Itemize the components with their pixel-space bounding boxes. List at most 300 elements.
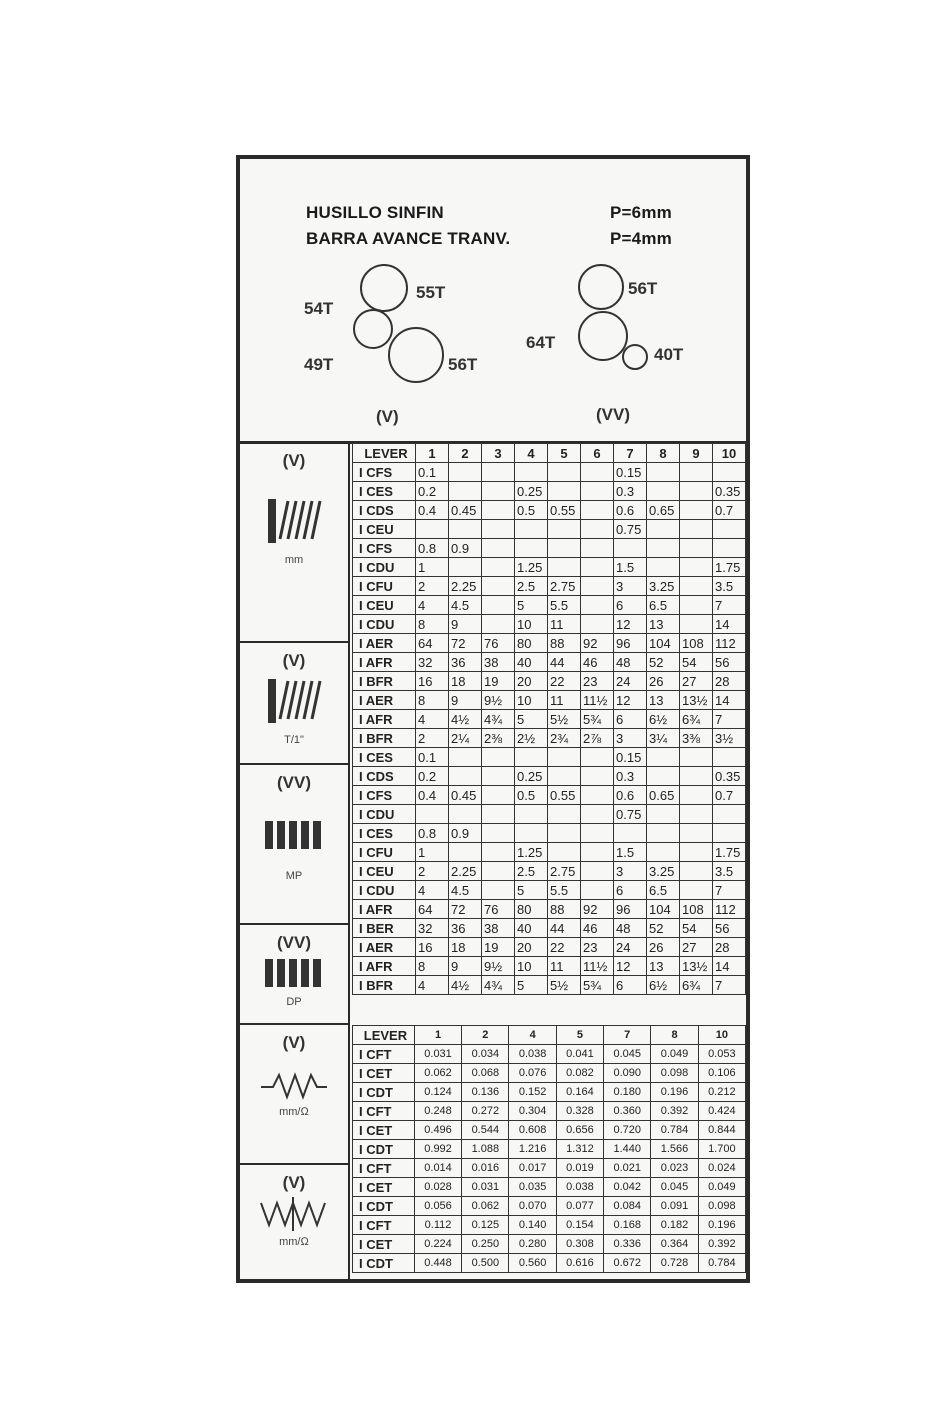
value-cell: 5.5 xyxy=(548,881,581,900)
section-unit: mm xyxy=(284,554,304,566)
section-diametral-pitch xyxy=(240,925,350,1025)
lever-position-header-cell: 9 xyxy=(680,444,713,463)
value-cell: 0.182 xyxy=(651,1216,698,1235)
value-cell: 0.212 xyxy=(698,1083,745,1102)
value-cell: 24 xyxy=(614,938,647,957)
lever-code-cell: I CFT xyxy=(353,1045,415,1064)
value-cell xyxy=(680,520,713,539)
value-cell xyxy=(680,501,713,520)
table-row xyxy=(353,1178,746,1197)
value-cell: 112 xyxy=(713,634,746,653)
section-unit: MP xyxy=(285,870,303,882)
value-cell: 48 xyxy=(614,653,647,672)
value-cell: 52 xyxy=(647,653,680,672)
value-cell: 0.152 xyxy=(509,1083,556,1102)
value-cell: 2.5 xyxy=(515,862,548,881)
value-cell: 2.75 xyxy=(548,577,581,596)
value-cell: 32 xyxy=(416,919,449,938)
table-row xyxy=(353,862,746,881)
value-cell: 104 xyxy=(647,634,680,653)
value-cell: 0.023 xyxy=(651,1159,698,1178)
value-cell: 0.616 xyxy=(556,1254,603,1273)
value-cell: 19 xyxy=(482,938,515,957)
worm-gear-icon xyxy=(261,955,327,991)
value-cell: 0.65 xyxy=(647,501,680,520)
lever-code-cell: I CES xyxy=(353,824,416,843)
value-cell: 4 xyxy=(416,596,449,615)
lever-code-cell: I CET xyxy=(353,1178,415,1197)
lever-code-cell: I BFR xyxy=(353,729,416,748)
value-cell: 0.068 xyxy=(462,1064,509,1083)
value-cell: 1.566 xyxy=(651,1140,698,1159)
value-cell: 0.024 xyxy=(698,1159,745,1178)
header-line1-right: P=6mm xyxy=(610,203,672,222)
value-cell: 36 xyxy=(449,919,482,938)
value-cell: 0.154 xyxy=(556,1216,603,1235)
value-cell: 6 xyxy=(614,596,647,615)
value-cell: 10 xyxy=(515,691,548,710)
value-cell xyxy=(647,539,680,558)
value-cell: 1.440 xyxy=(604,1140,651,1159)
value-cell xyxy=(680,767,713,786)
lever-position-header-cell: 10 xyxy=(713,444,746,463)
value-cell: 5¾ xyxy=(581,976,614,995)
value-cell: 0.656 xyxy=(556,1121,603,1140)
value-cell: 6.5 xyxy=(647,596,680,615)
lever-code-cell: I AER xyxy=(353,691,416,710)
value-cell: 1.75 xyxy=(713,558,746,577)
value-cell xyxy=(515,824,548,843)
value-cell: 5 xyxy=(515,976,548,995)
value-cell: 0.180 xyxy=(604,1083,651,1102)
value-cell: 2.25 xyxy=(449,862,482,881)
value-cell: 0.098 xyxy=(651,1064,698,1083)
value-cell: 2⅜ xyxy=(482,729,515,748)
value-cell: 4¾ xyxy=(482,976,515,995)
value-cell: 4.5 xyxy=(449,596,482,615)
value-cell: 54 xyxy=(680,653,713,672)
section-inch-threads xyxy=(240,643,350,765)
value-cell xyxy=(680,748,713,767)
value-cell xyxy=(680,881,713,900)
value-cell xyxy=(482,577,515,596)
value-cell xyxy=(548,805,581,824)
value-cell xyxy=(515,520,548,539)
table-row xyxy=(353,577,746,596)
value-cell xyxy=(482,482,515,501)
value-cell: 4.5 xyxy=(449,881,482,900)
table-row xyxy=(353,824,746,843)
value-cell: 0.2 xyxy=(416,482,449,501)
lever-header-cell: LEVER xyxy=(353,444,416,463)
value-cell: 3 xyxy=(614,729,647,748)
value-cell: 44 xyxy=(548,919,581,938)
lever-position-header-cell: 2 xyxy=(462,1026,509,1045)
value-cell xyxy=(548,463,581,482)
table-row xyxy=(353,653,746,672)
value-cell: 11 xyxy=(548,957,581,976)
lever-code-cell: I CDU xyxy=(353,881,416,900)
value-cell: 112 xyxy=(713,900,746,919)
value-cell: 0.728 xyxy=(651,1254,698,1273)
value-cell xyxy=(482,501,515,520)
lever-position-header-cell: 1 xyxy=(416,444,449,463)
table-row xyxy=(353,710,746,729)
section-feed-cross xyxy=(240,1165,350,1283)
table-row xyxy=(353,1102,746,1121)
value-cell: 92 xyxy=(581,900,614,919)
value-cell: 6 xyxy=(614,976,647,995)
zigzag-feed-icon xyxy=(259,1071,329,1101)
value-cell xyxy=(680,596,713,615)
gear-label-49t: 49T xyxy=(304,355,334,374)
value-cell: 0.077 xyxy=(556,1197,603,1216)
value-cell xyxy=(647,520,680,539)
value-cell: 0.106 xyxy=(698,1064,745,1083)
value-cell: 3¼ xyxy=(647,729,680,748)
lever-position-header-cell: 3 xyxy=(482,444,515,463)
table-row xyxy=(353,919,746,938)
value-cell: 9 xyxy=(449,957,482,976)
lever-code-cell: I CDU xyxy=(353,615,416,634)
lever-code-cell: I AFR xyxy=(353,653,416,672)
value-cell: 5.5 xyxy=(548,596,581,615)
value-cell: 23 xyxy=(581,938,614,957)
gear-label-54t: 54T xyxy=(304,299,334,318)
value-cell: 11½ xyxy=(581,957,614,976)
value-cell: 88 xyxy=(548,900,581,919)
value-cell xyxy=(680,805,713,824)
gear-label-56t: 56T xyxy=(448,355,478,374)
value-cell: 3 xyxy=(614,577,647,596)
value-cell: 7 xyxy=(713,596,746,615)
value-cell: 11 xyxy=(548,615,581,634)
table-row xyxy=(353,634,746,653)
lever-code-cell: I CEU xyxy=(353,596,416,615)
gear-label-vv-56t: 56T xyxy=(628,279,658,298)
value-cell: 8 xyxy=(416,957,449,976)
lever-code-cell: I CFS xyxy=(353,786,416,805)
value-cell xyxy=(581,615,614,634)
value-cell: 4¾ xyxy=(482,710,515,729)
value-cell xyxy=(581,596,614,615)
value-cell: 64 xyxy=(416,634,449,653)
value-cell: 0.098 xyxy=(698,1197,745,1216)
value-cell: 0.1 xyxy=(416,748,449,767)
value-cell xyxy=(548,520,581,539)
value-cell xyxy=(548,482,581,501)
value-cell xyxy=(680,463,713,482)
value-cell xyxy=(449,520,482,539)
value-cell: 0.8 xyxy=(416,824,449,843)
lever-header-cell: LEVER xyxy=(353,1026,415,1045)
lever-code-cell: I CFT xyxy=(353,1102,415,1121)
value-cell: 0.75 xyxy=(614,520,647,539)
value-cell: 0.045 xyxy=(604,1045,651,1064)
value-cell: 0.9 xyxy=(449,539,482,558)
value-cell xyxy=(449,843,482,862)
gear-55t-icon xyxy=(360,264,408,312)
value-cell: 0.038 xyxy=(509,1045,556,1064)
value-cell: 2¼ xyxy=(449,729,482,748)
value-cell: 1.700 xyxy=(698,1140,745,1159)
lever-code-cell: I CDT xyxy=(353,1254,415,1273)
table-row xyxy=(353,976,746,995)
lever-code-cell: I CDS xyxy=(353,767,416,786)
thread-screw-icon xyxy=(264,673,324,729)
value-cell: 0.500 xyxy=(462,1254,509,1273)
value-cell: 0.75 xyxy=(614,805,647,824)
value-cell xyxy=(581,577,614,596)
value-cell: 0.424 xyxy=(698,1102,745,1121)
value-cell: 12 xyxy=(614,615,647,634)
table-row xyxy=(353,691,746,710)
value-cell: 0.336 xyxy=(604,1235,651,1254)
value-cell: 0.45 xyxy=(449,501,482,520)
value-cell: 1 xyxy=(416,843,449,862)
table-row xyxy=(353,938,746,957)
value-cell xyxy=(680,539,713,558)
value-cell: 16 xyxy=(416,938,449,957)
value-cell: 0.328 xyxy=(556,1102,603,1121)
lever-position-header-cell: 5 xyxy=(556,1026,603,1045)
section-unit: T/1" xyxy=(284,734,304,746)
value-cell xyxy=(581,748,614,767)
gear-56t-vv-icon xyxy=(578,264,624,310)
value-cell: 2 xyxy=(416,862,449,881)
value-cell xyxy=(482,767,515,786)
value-cell: 19 xyxy=(482,672,515,691)
value-cell: 9½ xyxy=(482,691,515,710)
lever-code-cell: I AFR xyxy=(353,710,416,729)
value-cell: 7 xyxy=(713,976,746,995)
value-cell: 76 xyxy=(482,900,515,919)
value-cell: 36 xyxy=(449,653,482,672)
section-metric-threads xyxy=(240,443,350,643)
value-cell xyxy=(713,824,746,843)
value-cell: 6 xyxy=(614,710,647,729)
value-cell: 0.248 xyxy=(414,1102,461,1121)
value-cell xyxy=(449,482,482,501)
value-cell xyxy=(482,596,515,615)
lever-code-cell: I CDU xyxy=(353,558,416,577)
value-cell xyxy=(482,881,515,900)
value-cell: 3.25 xyxy=(647,577,680,596)
lever-code-cell: I CFS xyxy=(353,463,416,482)
value-cell xyxy=(482,843,515,862)
value-cell: 14 xyxy=(713,691,746,710)
value-cell: 4½ xyxy=(449,710,482,729)
value-cell xyxy=(581,767,614,786)
lever-position-header-cell: 6 xyxy=(581,444,614,463)
value-cell xyxy=(713,539,746,558)
value-cell: 5 xyxy=(515,596,548,615)
value-cell: 0.2 xyxy=(416,767,449,786)
value-cell xyxy=(713,748,746,767)
table-row xyxy=(353,463,746,482)
value-cell: 0.280 xyxy=(509,1235,556,1254)
gear-64t-vv-icon xyxy=(578,311,628,361)
value-cell xyxy=(515,748,548,767)
value-cell: 2.5 xyxy=(515,577,548,596)
value-cell: 0.250 xyxy=(462,1235,509,1254)
lever-code-cell: I CDT xyxy=(353,1083,415,1102)
table-row xyxy=(353,615,746,634)
value-cell: 0.544 xyxy=(462,1121,509,1140)
value-cell xyxy=(548,843,581,862)
value-cell: 0.272 xyxy=(462,1102,509,1121)
value-cell: 0.3 xyxy=(614,767,647,786)
value-cell xyxy=(581,881,614,900)
value-cell xyxy=(680,482,713,501)
value-cell xyxy=(581,824,614,843)
value-cell xyxy=(449,767,482,786)
section-unit: mm/Ω xyxy=(279,1236,309,1248)
value-cell: 92 xyxy=(581,634,614,653)
value-cell: 0.720 xyxy=(604,1121,651,1140)
header-line2-left: BARRA AVANCE TRANV. xyxy=(306,229,511,248)
value-cell: 0.45 xyxy=(449,786,482,805)
lever-code-cell: I CFT xyxy=(353,1159,415,1178)
value-cell: 0.042 xyxy=(604,1178,651,1197)
value-cell: 7 xyxy=(713,710,746,729)
value-cell: 0.6 xyxy=(614,501,647,520)
table-row xyxy=(353,1064,746,1083)
lever-code-cell: I BER xyxy=(353,919,416,938)
value-cell xyxy=(515,805,548,824)
value-cell: 23 xyxy=(581,672,614,691)
value-cell xyxy=(482,558,515,577)
section-unit: DP xyxy=(286,996,302,1008)
lever-code-cell: I CES xyxy=(353,748,416,767)
value-cell: 2.75 xyxy=(548,862,581,881)
value-cell xyxy=(680,824,713,843)
value-cell xyxy=(482,805,515,824)
value-cell: 72 xyxy=(449,634,482,653)
value-cell xyxy=(416,520,449,539)
value-cell: 80 xyxy=(515,634,548,653)
value-cell: 0.608 xyxy=(509,1121,556,1140)
value-cell: 1 xyxy=(416,558,449,577)
value-cell: 2½ xyxy=(515,729,548,748)
value-cell xyxy=(680,577,713,596)
value-cell xyxy=(449,558,482,577)
table-row xyxy=(353,1159,746,1178)
value-cell: 40 xyxy=(515,919,548,938)
value-cell xyxy=(614,824,647,843)
value-cell: 6¾ xyxy=(680,710,713,729)
value-cell: 0.672 xyxy=(604,1254,651,1273)
table-row xyxy=(353,520,746,539)
value-cell: 1.75 xyxy=(713,843,746,862)
lever-position-header-cell: 1 xyxy=(414,1026,461,1045)
value-cell: 96 xyxy=(614,634,647,653)
value-cell: 0.091 xyxy=(651,1197,698,1216)
lever-position-header-cell: 2 xyxy=(449,444,482,463)
value-cell: 22 xyxy=(548,672,581,691)
value-cell: 0.784 xyxy=(698,1254,745,1273)
value-cell: 0.196 xyxy=(698,1216,745,1235)
value-cell: 26 xyxy=(647,938,680,957)
value-cell xyxy=(647,805,680,824)
value-cell: 4 xyxy=(416,976,449,995)
value-cell: 0.164 xyxy=(556,1083,603,1102)
value-cell: 3.5 xyxy=(713,577,746,596)
value-cell: 0.7 xyxy=(713,501,746,520)
lever-code-cell: I CES xyxy=(353,482,416,501)
zigzag-cross-feed-icon xyxy=(259,1197,329,1231)
lever-code-cell: I CFS xyxy=(353,539,416,558)
value-cell: 46 xyxy=(581,919,614,938)
value-cell xyxy=(680,862,713,881)
value-cell: 4 xyxy=(416,710,449,729)
lathe-feed-chart-plate xyxy=(236,155,750,1283)
value-cell: 0.1 xyxy=(416,463,449,482)
value-cell: 0.124 xyxy=(414,1083,461,1102)
value-cell xyxy=(581,463,614,482)
value-cell: 1.25 xyxy=(515,558,548,577)
table-row xyxy=(353,596,746,615)
value-cell xyxy=(581,520,614,539)
value-cell: 0.6 xyxy=(614,786,647,805)
table-row xyxy=(353,1216,746,1235)
value-cell xyxy=(647,767,680,786)
table-row xyxy=(353,748,746,767)
lever-position-header-cell: 5 xyxy=(548,444,581,463)
value-cell: 38 xyxy=(482,919,515,938)
value-cell: 0.5 xyxy=(515,786,548,805)
chart-header xyxy=(240,159,746,444)
value-cell xyxy=(647,824,680,843)
thread-screw-icon xyxy=(264,493,324,549)
lever-code-cell: I AER xyxy=(353,634,416,653)
value-cell: 0.15 xyxy=(614,463,647,482)
value-cell: 32 xyxy=(416,653,449,672)
lever-code-cell: I CET xyxy=(353,1121,415,1140)
value-cell: 27 xyxy=(680,672,713,691)
value-cell: 0.021 xyxy=(604,1159,651,1178)
value-cell: 0.136 xyxy=(462,1083,509,1102)
value-cell: 5¾ xyxy=(581,710,614,729)
value-cell: 28 xyxy=(713,938,746,957)
gear-label-vv-64t: 64T xyxy=(526,333,556,352)
value-cell: 13 xyxy=(647,957,680,976)
value-cell xyxy=(482,786,515,805)
lever-code-cell: I CFT xyxy=(353,1216,415,1235)
lever-code-cell: I CET xyxy=(353,1235,415,1254)
value-cell: 0.125 xyxy=(462,1216,509,1235)
value-cell: 0.784 xyxy=(651,1121,698,1140)
value-cell xyxy=(449,805,482,824)
value-cell xyxy=(713,463,746,482)
value-cell xyxy=(581,843,614,862)
value-cell: 0.360 xyxy=(604,1102,651,1121)
value-cell: 0.053 xyxy=(698,1045,745,1064)
value-cell: 0.844 xyxy=(698,1121,745,1140)
table-row xyxy=(353,1197,746,1216)
value-cell xyxy=(482,824,515,843)
value-cell: 22 xyxy=(548,938,581,957)
value-cell: 1.088 xyxy=(462,1140,509,1159)
value-cell: 1.25 xyxy=(515,843,548,862)
value-cell: 0.392 xyxy=(651,1102,698,1121)
lever-code-cell: I CDT xyxy=(353,1197,415,1216)
lever-position-header-cell: 7 xyxy=(604,1026,651,1045)
table-row xyxy=(353,672,746,691)
value-cell: 10 xyxy=(515,957,548,976)
value-cell: 13 xyxy=(647,615,680,634)
value-cell: 104 xyxy=(647,900,680,919)
